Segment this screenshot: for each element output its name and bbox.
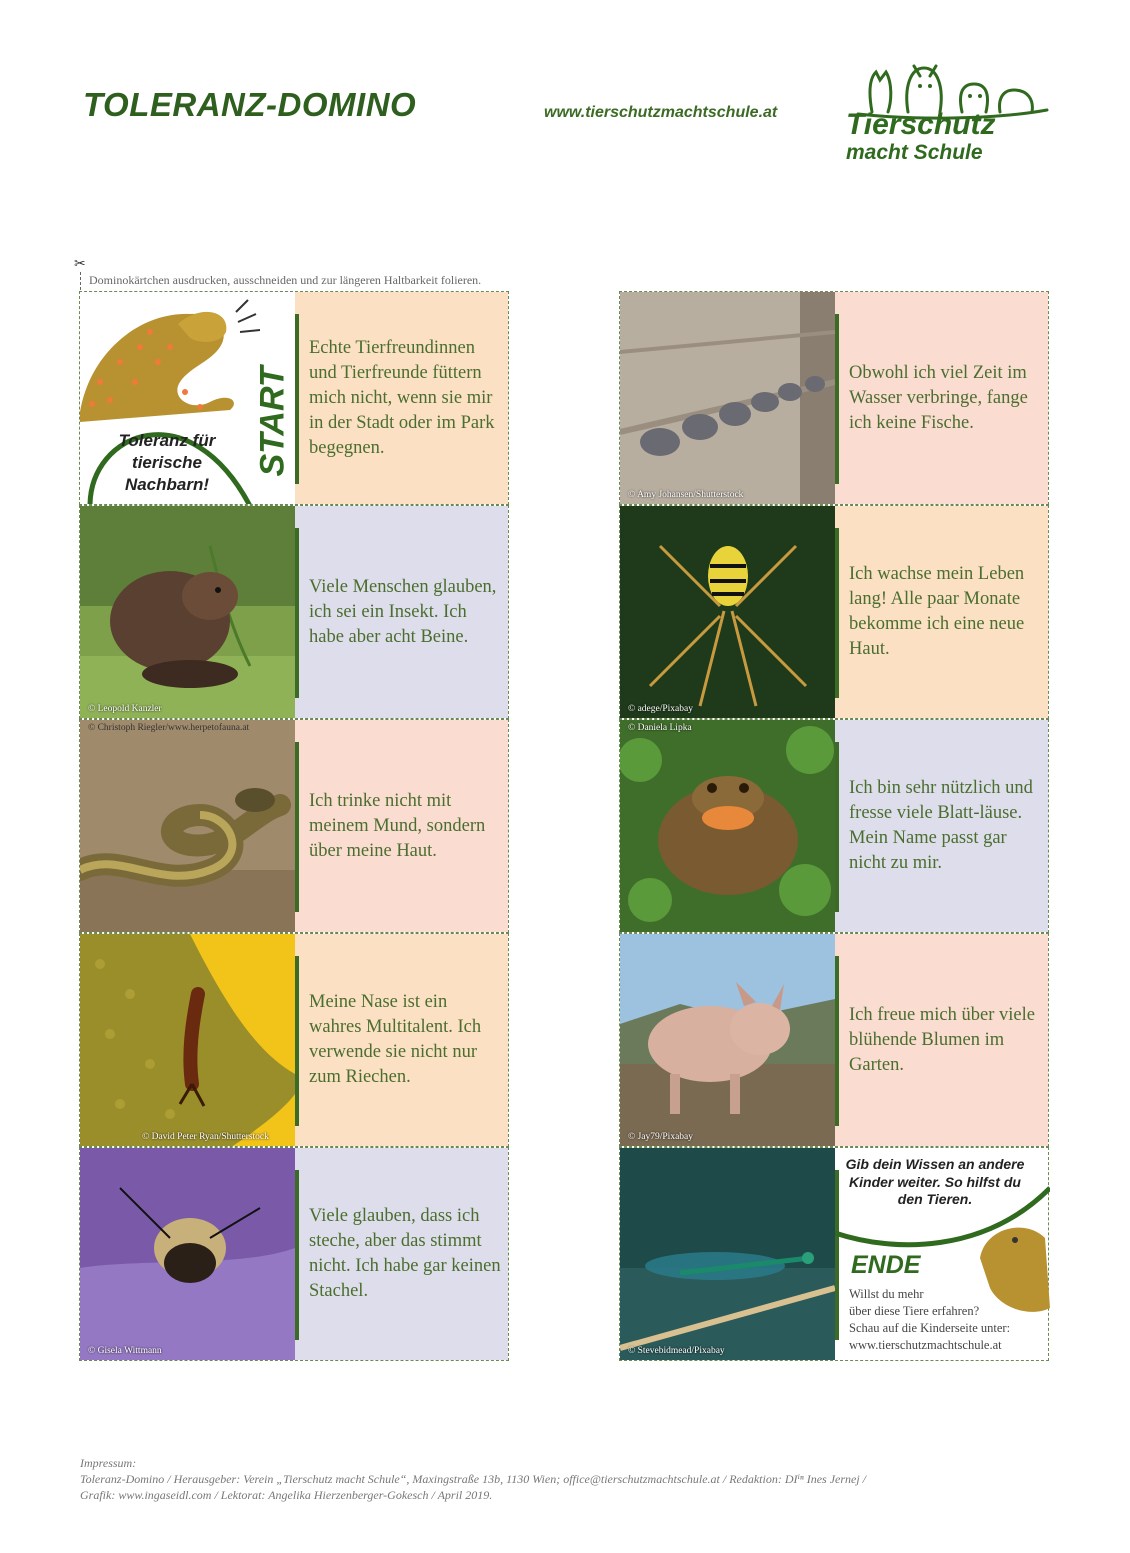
- start-label: START: [253, 366, 292, 477]
- start-tagline: Toleranz für tierische Nachbarn!: [118, 431, 216, 494]
- end-info-line: über diese Tiere erfahren?: [849, 1304, 980, 1318]
- photo-credit: © Amy Johansen/Shutterstock: [628, 490, 744, 500]
- impressum-line: Toleranz-Domino / Herausgeber: Verein „Tierschutz macht Schule“, Maxingstraße 13b, 1130 Wien; office@tierschutzmachtschule.at / Redaktion: DIⁱⁿ Ines Jernej /: [80, 1472, 867, 1486]
- toad-photo: [620, 720, 835, 932]
- domino-card: [79, 933, 509, 1147]
- card-text: Viele Menschen glauben, ich sei ein Insekt. Ich habe aber acht Beine.: [309, 576, 497, 647]
- end-card: [619, 1147, 1049, 1361]
- impressum-label: Impressum:: [80, 1456, 137, 1470]
- domino-card: [79, 1147, 509, 1361]
- text-panel: [295, 720, 508, 932]
- earwig-photo: [80, 934, 295, 1146]
- photo-credit: © Jay79/Pixabay: [628, 1132, 694, 1142]
- photo-credit: © David Peter Ryan/Shutterstock: [142, 1132, 269, 1142]
- beaver-photo: [80, 506, 295, 718]
- domino-card: [619, 719, 1049, 933]
- divider-bar: [835, 742, 839, 912]
- photo-credit: © Gisela Wittmann: [88, 1346, 162, 1356]
- divider-bar: [295, 1170, 299, 1340]
- impressum: [80, 1455, 866, 1503]
- domino-card: [79, 719, 509, 933]
- text-panel: [295, 506, 508, 718]
- end-info: [849, 1286, 1010, 1354]
- photo-credit: © Leopold Kanzler: [88, 704, 162, 714]
- card-text: Ich freue mich über viele blühende Blumen im Garten.: [849, 1004, 1035, 1075]
- pig-photo: [620, 934, 835, 1146]
- scissors-icon: ✂: [74, 256, 86, 272]
- dragonfly-photo: [620, 1148, 835, 1360]
- logo-text-line2: macht Schule: [846, 141, 983, 164]
- cut-line: [80, 272, 81, 290]
- impressum-line: Grafik: www.ingaseidl.com / Lektorat: Angelika Hierzenberger-Gokesch / April 2019.: [80, 1488, 493, 1502]
- divider-bar: [835, 314, 839, 484]
- end-message: Gib dein Wissen an andere Kinder weiter. So hilfst du den Tieren.: [845, 1156, 1025, 1207]
- text-panel: [295, 934, 508, 1146]
- website-url[interactable]: www.tierschutzmachtschule.at: [544, 104, 778, 121]
- start-card: [79, 291, 509, 505]
- page-title: TOLERANZ-DOMINO: [83, 86, 417, 123]
- card-text: Meine Nase ist ein wahres Multitalent. Ich verwende sie nicht nur zum Riechen.: [309, 992, 482, 1087]
- logo-text-line1: Tierschutz: [846, 108, 996, 141]
- domino-card: [619, 505, 1049, 719]
- photo-credit: © Stevebidmead/Pixabay: [628, 1346, 725, 1356]
- card-text: Obwohl ich viel Zeit im Wasser verbringe, fange ich keine Fische.: [849, 362, 1028, 433]
- end-info-line: Willst du mehr: [849, 1287, 924, 1301]
- card-text: Ich wachse mein Leben lang! Alle paar Monate bekomme ich eine neue Haut.: [849, 564, 1025, 659]
- divider-bar: [295, 956, 299, 1126]
- snake-photo: [80, 720, 295, 932]
- bee-photo: [80, 1148, 295, 1360]
- divider-bar: [835, 956, 839, 1126]
- spider-photo: [620, 506, 835, 718]
- end-label: ENDE: [851, 1251, 921, 1279]
- divider-bar: [835, 528, 839, 698]
- text-panel: [835, 934, 1048, 1146]
- text-panel: [835, 720, 1048, 932]
- card-text: Ich bin sehr nützlich und fresse viele Blatt-läuse. Mein Name passt gar nicht zu mir.: [849, 778, 1033, 873]
- photo-credit: © adege/Pixabay: [628, 704, 693, 714]
- card-text: Echte Tierfreundinnen und Tierfreunde füttern mich nicht, wenn sie mir in der Stadt oder im Park begegnen.: [309, 337, 495, 458]
- instructions-text: Dominokärtchen ausdrucken, ausschneiden und zur längeren Haltbarkeit folieren.: [89, 273, 482, 287]
- logo: [842, 60, 1057, 170]
- card-text: Ich trinke nicht mit meinem Mund, sondern über meine Haut.: [309, 790, 486, 861]
- domino-card: [79, 505, 509, 719]
- photo-credit: © Christoph Riegler/www.herpetofauna.at: [88, 723, 250, 733]
- end-info-line: Schau auf die Kinderseite unter:: [849, 1321, 1011, 1335]
- domino-card: [619, 291, 1049, 505]
- divider-bar: [295, 528, 299, 698]
- divider-bar: [295, 314, 299, 484]
- end-info-url[interactable]: www.tierschutzmachtschule.at: [849, 1338, 1002, 1352]
- pigeons-photo: [620, 292, 835, 504]
- end-panel: [835, 1148, 1048, 1360]
- divider-bar: [295, 742, 299, 912]
- start-text-panel: [295, 292, 508, 504]
- photo-credit: © Daniela Lipka: [628, 723, 692, 733]
- start-panel: [80, 292, 295, 504]
- text-panel: [835, 506, 1048, 718]
- text-panel: [295, 1148, 508, 1360]
- domino-card: [619, 933, 1049, 1147]
- text-panel: [835, 292, 1048, 504]
- card-text: Viele glauben, dass ich steche, aber das stimmt nicht. Ich habe gar keinen Stachel.: [309, 1206, 501, 1301]
